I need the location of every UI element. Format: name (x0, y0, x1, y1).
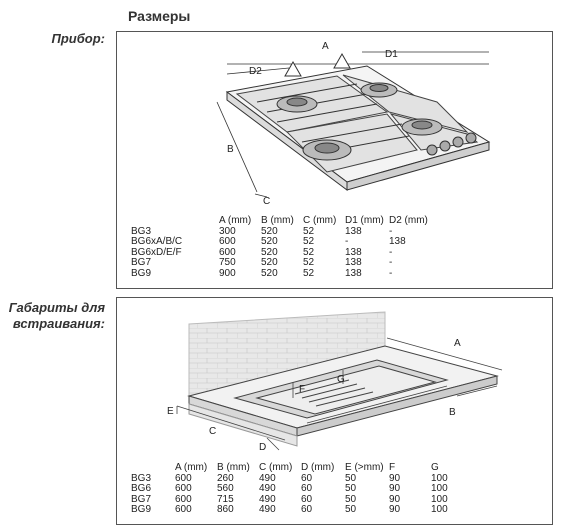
value-cell: - (345, 236, 349, 247)
dim-label-d: D (259, 442, 267, 453)
value-cell: 138 (345, 267, 362, 279)
col-header (131, 463, 175, 474)
value-cell: 52 (303, 225, 315, 237)
dim-label-f: F (299, 384, 306, 395)
model-cell: BG6xA/B/C (131, 236, 183, 247)
table-row (131, 258, 433, 269)
section-builtin-label (2, 300, 105, 332)
value-cell: 600 (219, 236, 236, 247)
model-cell: BG7 (131, 493, 152, 505)
value-cell: 490 (259, 483, 276, 494)
value-cell: 600 (175, 483, 192, 494)
value-cell: 138 (345, 225, 362, 237)
value-cell: 138 (389, 236, 406, 247)
dim-label-e: E (167, 406, 174, 417)
cutout-drawing (117, 298, 552, 458)
value-cell: 490 (259, 493, 276, 505)
value-cell: 100 (431, 472, 448, 484)
table-row (131, 505, 461, 516)
value-cell: 60 (301, 483, 313, 494)
value-cell: 138 (345, 257, 362, 268)
col-header: D2 (mm) (389, 215, 428, 226)
device-panel (116, 31, 553, 289)
model-cell: BG9 (131, 267, 152, 279)
device-spec-table (131, 216, 433, 279)
value-cell: 520 (261, 225, 278, 237)
col-header: C (mm) (259, 462, 293, 473)
value-cell: 60 (301, 504, 313, 515)
col-header: B (mm) (261, 215, 294, 226)
col-header: C (mm) (303, 215, 337, 226)
value-cell: 50 (345, 472, 357, 484)
value-cell: 50 (345, 504, 357, 515)
dim-label-b: B (227, 144, 234, 155)
value-cell: 600 (175, 472, 192, 484)
table-row (131, 484, 461, 495)
col-header: E (>mm) (345, 462, 384, 473)
value-cell: 90 (389, 504, 401, 515)
value-cell: 90 (389, 493, 401, 505)
value-cell: 750 (219, 257, 236, 268)
value-cell: 52 (303, 267, 315, 279)
col-header: A (mm) (219, 215, 252, 226)
value-cell: 560 (217, 483, 234, 494)
value-cell: 520 (261, 267, 278, 279)
value-cell: 50 (345, 483, 357, 494)
value-cell: 100 (431, 504, 448, 515)
col-header (131, 216, 219, 227)
col-header: F (389, 462, 396, 473)
value-cell: 860 (217, 504, 234, 515)
dim-label-c: C (209, 426, 217, 437)
model-cell: BG6 (131, 483, 152, 494)
value-cell: 715 (217, 493, 234, 505)
value-cell: 600 (175, 504, 192, 515)
value-cell: 52 (303, 257, 315, 268)
table-row (131, 237, 433, 248)
value-cell: 600 (219, 246, 236, 258)
section-builtin-label-line2: встраивания: (12, 316, 105, 331)
table-row (131, 269, 433, 280)
section-device-label: Прибор: (51, 31, 105, 46)
dim-label-c: C (263, 196, 271, 207)
value-cell: 138 (345, 246, 362, 258)
value-cell: 260 (217, 472, 234, 484)
value-cell: 90 (389, 472, 401, 484)
value-cell: 520 (261, 257, 278, 268)
value-cell: 520 (261, 236, 278, 247)
page-title: Размеры (128, 8, 191, 24)
builtin-panel (116, 297, 553, 525)
dim-label-d2: D2 (249, 66, 262, 77)
value-cell: 900 (219, 267, 236, 279)
value-cell: 100 (431, 483, 448, 494)
model-cell: BG3 (131, 225, 152, 237)
value-cell: - (389, 267, 393, 279)
value-cell: 90 (389, 483, 401, 494)
value-cell: 60 (301, 472, 313, 484)
col-header: D1 (mm) (345, 215, 384, 226)
value-cell: 490 (259, 472, 276, 484)
dim-label-d1: D1 (385, 49, 398, 60)
dim-label-a: A (322, 41, 329, 52)
dim-label-a: A (454, 338, 461, 349)
value-cell: 60 (301, 493, 313, 505)
value-cell: - (389, 225, 393, 237)
model-cell: BG6xD/E/F (131, 246, 182, 258)
col-header: D (mm) (301, 462, 335, 473)
model-cell: BG3 (131, 472, 152, 484)
model-cell: BG7 (131, 257, 152, 268)
value-cell: 300 (219, 225, 236, 237)
value-cell: - (389, 257, 393, 268)
dim-label-g: G (337, 374, 345, 385)
value-cell: 50 (345, 493, 357, 505)
col-header: B (mm) (217, 462, 250, 473)
value-cell: - (389, 246, 393, 258)
table-row (131, 248, 433, 259)
value-cell: 100 (431, 493, 448, 505)
builtin-spec-table (131, 463, 461, 516)
value-cell: 490 (259, 504, 276, 515)
model-cell: BG9 (131, 504, 152, 515)
col-header: G (431, 462, 439, 473)
value-cell: 52 (303, 246, 315, 258)
dim-label-b: B (449, 407, 456, 418)
value-cell: 52 (303, 236, 315, 247)
section-builtin-label-line1: Габариты для (8, 300, 105, 315)
hob-drawing (117, 32, 552, 207)
value-cell: 520 (261, 246, 278, 258)
col-header: A (mm) (175, 462, 208, 473)
value-cell: 600 (175, 493, 192, 505)
